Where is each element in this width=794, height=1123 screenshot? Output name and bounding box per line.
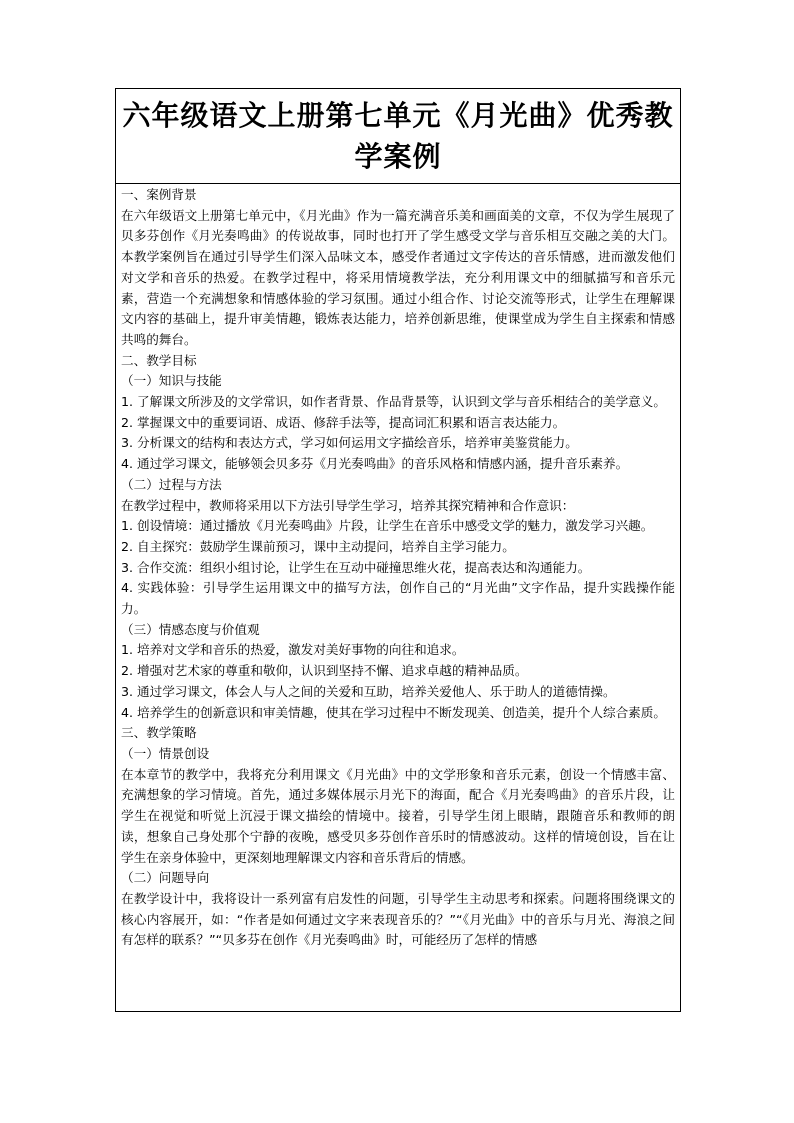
list-item: 2. 自主探究：鼓励学生课前预习，课中主动提问，培养自主学习能力。 xyxy=(121,538,515,554)
document-title: 六年级语文上册第七单元《月光曲》优秀教学案例 xyxy=(122,99,674,173)
document-body xyxy=(116,184,680,951)
list-item: 3. 通过学习课文，体会人与人之间的关爱和互助，培养关爱他人、乐于助人的道德情操。 xyxy=(121,683,616,699)
list-item: 3. 合作交流：组织小组讨论，让学生在互动中碰撞思维火花，提高表达和沟通能力。 xyxy=(121,559,591,575)
subheading-scenario: （一）情景创设 xyxy=(121,745,210,761)
paragraph-problem-oriented: 在教学设计中，我将设计一系列富有启发性的问题，引导学生主动思考和探索。问题将围绕课文的核心内容展开，如：“作者是如何通过文字来表现音乐的？”“《月光曲》中的音乐与月光、海浪之间有怎样的联系？”“贝多芬在创作《月光奏鸣曲》时，可能经历了怎样的情感 xyxy=(121,890,675,948)
title-cell xyxy=(116,89,680,184)
list-item: 4. 培养学生的创新意识和审美情趣，使其在学习过程中不断发现美、创造美，提升个人综合素质。 xyxy=(121,704,666,720)
subheading-process-methods: （二）过程与方法 xyxy=(121,476,222,492)
list-item: 4. 通过学习课文，能够领会贝多芬《月光奏鸣曲》的音乐风格和情感内涵，提升音乐素养。 xyxy=(121,456,629,472)
list-item: 2. 增强对艺术家的尊重和敬仰，认识到坚持不懈、追求卓越的精神品质。 xyxy=(121,663,528,679)
list-item: 2. 掌握课文中的重要词语、成语、修辞手法等，提高词汇积累和语言表达能力。 xyxy=(121,414,566,430)
subheading-attitude-values: （三）情感态度与价值观 xyxy=(121,621,260,637)
list-item: 4. 实践体验：引导学生运用课文中的描写方法，创作自己的“月光曲”文字作品，提升实践操作能力。 xyxy=(121,580,675,617)
subheading-problem-oriented: （二）问题导向 xyxy=(121,870,210,886)
subheading-knowledge-skills: （一）知识与技能 xyxy=(121,373,222,389)
heading-objectives: 二、教学目标 xyxy=(121,352,197,368)
paragraph-scenario: 在本章节的教学中，我将充分利用课文《月光曲》中的文学形象和音乐元素，创设一个情感丰富、充满想象的学习情境。首先，通过多媒体展示月光下的海面，配合《月光奏鸣曲》的音乐片段，让学生在视觉和听觉上沉浸于课文描绘的情境中。接着，引导学生闭上眼睛，跟随音乐和教师的朗读，想象自己身处那个宁静的夜晚，感受贝多芬创作音乐时的情感波动。这样的情境创设，旨在让学生在亲身体验中，更深刻地理解课文内容和音乐背后的情感。 xyxy=(121,766,675,865)
document-table xyxy=(115,88,681,1012)
list-item: 1. 了解课文所涉及的文学常识，如作者背景、作品背景等，认识到文学与音乐相结合的美学意义。 xyxy=(121,394,666,410)
heading-strategy: 三、教学策略 xyxy=(121,725,197,741)
list-item: 3. 分析课文的结构和表达方式，学习如何运用文字描绘音乐，培养审美鉴赏能力。 xyxy=(121,435,578,451)
paragraph-process-intro: 在教学过程中，教师将采用以下方法引导学生学习，培养其探究精神和合作意识： xyxy=(121,497,575,513)
list-item: 1. 培养对文学和音乐的热爱，激发对美好事物的向往和追求。 xyxy=(121,642,465,658)
list-item: 1. 创设情境：通过播放《月光奏鸣曲》片段，让学生在音乐中感受文学的魅力，激发学习兴趣。 xyxy=(121,518,654,534)
paragraph-background: 在六年级语文上册第七单元中，《月光曲》作为一篇充满音乐美和画面美的文章，不仅为学生展现了贝多芬创作《月光奏鸣曲》的传说故事，同时也打开了学生感受文学与音乐相互交融之美的大门。本教学案例旨在通过引导学生们深入品味文本，感受作者通过文字传达的音乐情感，进而激发他们对文学和音乐的热爱。在教学过程中，将采用情境教学法，充分利用课文中的细腻描写和音乐元素，营造一个充满想象和情感体验的学习氛围。通过小组合作、讨论交流等形式，让学生在理解课文内容的基础上，提升审美情趣，锻炼表达能力，培养创新思维，使课堂成为学生自主探索和情感共鸣的舞台。 xyxy=(121,207,675,347)
heading-background: 一、案例背景 xyxy=(121,187,197,202)
